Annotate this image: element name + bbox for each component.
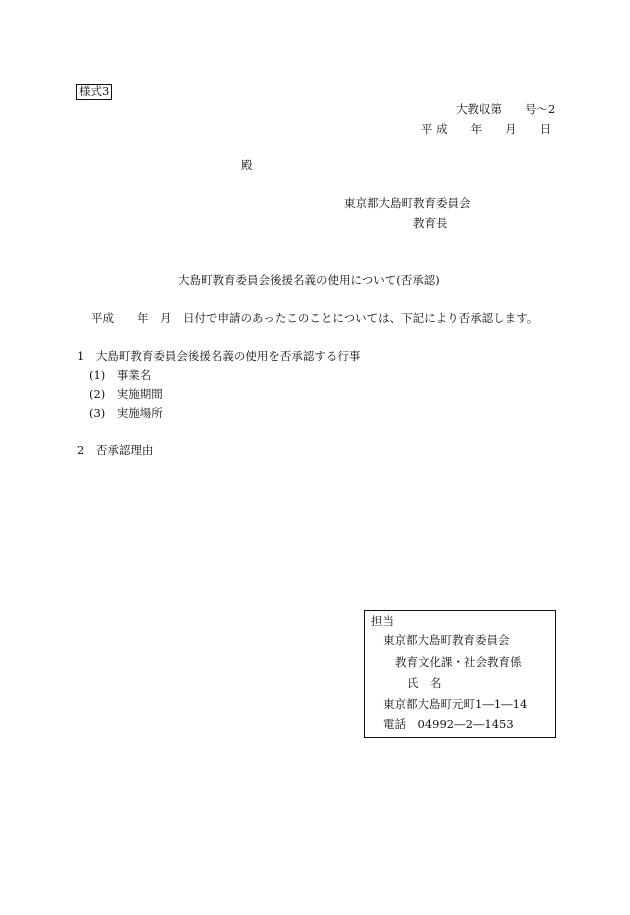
recipient-suffix: 殿	[241, 158, 253, 172]
form-label: 様式3	[76, 84, 112, 100]
contact-phone: 電話 04992―2―1453	[383, 717, 514, 731]
document-date: 平 成 年 月 日	[421, 122, 552, 136]
document-number: 大教収第 号〜2	[456, 102, 556, 116]
sub-item-2: (2) 実施期間	[89, 387, 163, 401]
sub-item-3: (3) 実施場所	[89, 406, 163, 420]
contact-heading: 担当	[371, 614, 394, 628]
item-2-label: 2 否承認理由	[77, 443, 154, 457]
contact-box	[364, 610, 556, 738]
contact-name-label: 氏 名	[407, 676, 442, 690]
contact-address: 東京都大島町元町1―1―14	[383, 697, 528, 711]
sender-title: 教育長	[413, 216, 448, 230]
item-1-label: 1 大島町教育委員会後援名義の使用を否承認する行事	[77, 349, 361, 363]
body-text: 平成 年 月 日付で申請のあったこのことについては、下記により否承認します。	[91, 311, 539, 325]
contact-organization: 東京都大島町教育委員会	[383, 633, 510, 647]
sender-organization: 東京都大島町教育委員会	[344, 196, 471, 210]
contact-section: 教育文化課・社会教育係	[395, 655, 522, 669]
sub-item-1: (1) 事業名	[89, 368, 152, 382]
document-subject: 大島町教育委員会後援名義の使用について(否承認)	[178, 273, 440, 287]
